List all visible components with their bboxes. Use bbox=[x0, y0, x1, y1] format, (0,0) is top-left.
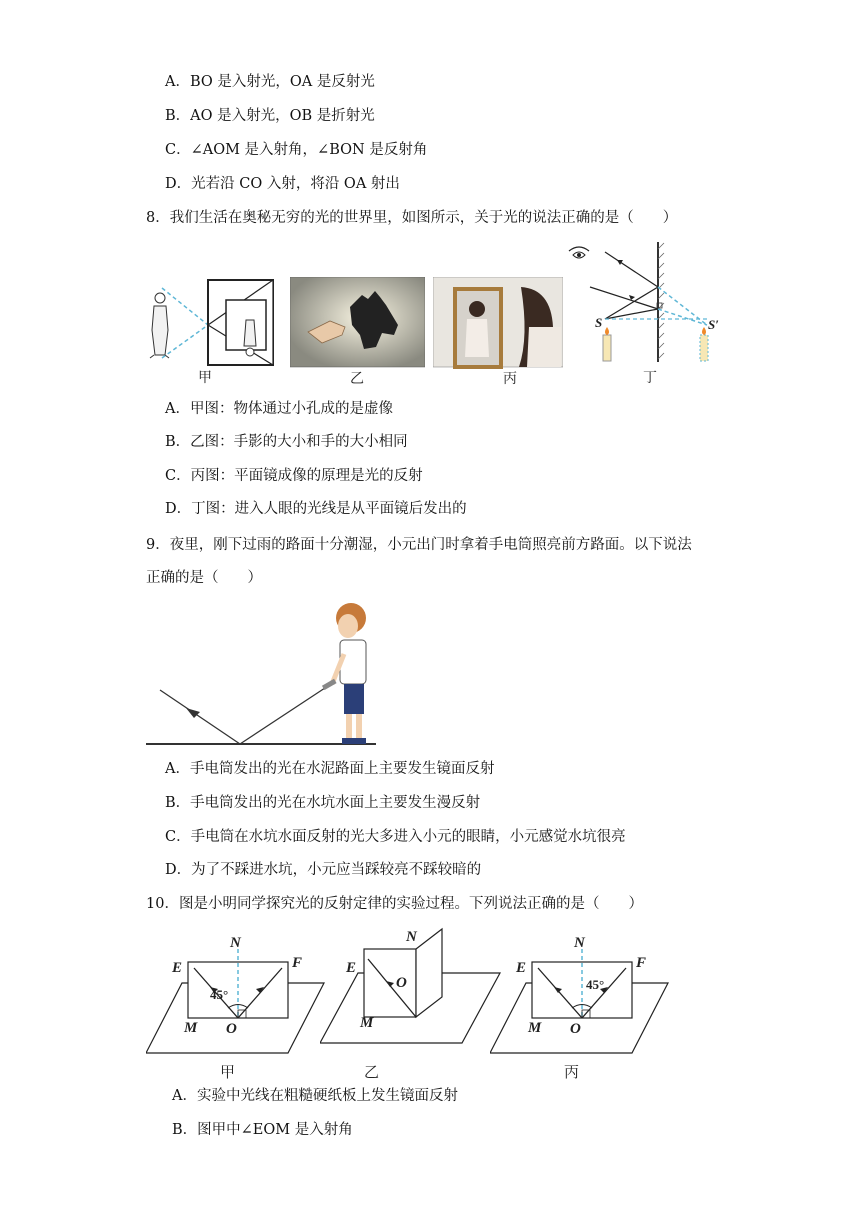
point-S-label: S bbox=[595, 315, 603, 330]
q9-option-b: B．手电筒发出的光在水坑水面上主要发生漫反射 bbox=[165, 795, 481, 811]
angle-label: 45° bbox=[586, 977, 605, 992]
q10-figure-bing bbox=[490, 935, 670, 1085]
q9-stem-line1: 9．夜里，刚下过雨的路面十分潮湿，小元出门时拿着手电筒照亮前方路面。以下说法 bbox=[146, 537, 692, 553]
q10-figure-yi bbox=[320, 925, 505, 1085]
q8-stem: 8．我们生活在奥秘无穷的光的世界里，如图所示，关于光的说法正确的是（ ） bbox=[146, 210, 678, 226]
point-E-label: E bbox=[346, 960, 357, 976]
fig-label-yi: 乙 bbox=[364, 1065, 380, 1081]
fig-label-jia: 甲 bbox=[198, 371, 212, 386]
point-O-label: O bbox=[226, 1021, 237, 1037]
angle-label: 45° bbox=[210, 987, 229, 1002]
q9-figure-boy-flashlight bbox=[146, 598, 386, 750]
q10-option-b: B．图甲中∠EOM 是入射角 bbox=[172, 1122, 353, 1138]
q8-figure-ding bbox=[565, 237, 725, 387]
q8-figure-jia bbox=[138, 270, 278, 390]
point-M-label: M bbox=[360, 1015, 374, 1031]
q9-option-a: A．手电筒发出的光在水泥路面上主要发生镜面反射 bbox=[165, 761, 495, 777]
q8-figure-bing bbox=[433, 277, 563, 392]
point-M-label: M bbox=[528, 1020, 542, 1036]
point-N-label: N bbox=[574, 935, 585, 951]
point-N-label: N bbox=[230, 935, 241, 951]
q10-figure-jia bbox=[146, 935, 326, 1085]
q7-option-a: A．BO 是入射光，OA 是反射光 bbox=[165, 74, 375, 90]
boy-figure bbox=[322, 603, 366, 744]
fig-label-jia: 甲 bbox=[220, 1065, 236, 1081]
point-O-label: O bbox=[570, 1021, 581, 1037]
eye-icon bbox=[569, 247, 589, 258]
q8-option-d: D．丁图：进入人眼的光线是从平面镜后发出的 bbox=[165, 501, 467, 517]
fig-label-bing: 丙 bbox=[503, 372, 517, 387]
q7-option-c: C．∠AOM 是入射角，∠BON 是反射角 bbox=[165, 142, 428, 158]
q7-option-d: D．光若沿 CO 入射，将沿 OA 射出 bbox=[165, 176, 400, 192]
point-N-label: N bbox=[406, 929, 417, 945]
q9-option-d: D．为了不踩进水坑，小元应当踩较亮不踩较暗的 bbox=[165, 862, 482, 878]
point-E-label: E bbox=[172, 960, 183, 976]
q8-option-c: C．丙图：平面镜成像的原理是光的反射 bbox=[165, 468, 423, 484]
q9-stem-line2: 正确的是（ ） bbox=[146, 570, 262, 586]
fig-label-bing: 丙 bbox=[564, 1065, 580, 1081]
point-M-label: M bbox=[184, 1020, 198, 1036]
q10-option-a: A．实验中光线在粗糙硬纸板上发生镜面反射 bbox=[172, 1088, 458, 1104]
q8-figure-yi bbox=[290, 277, 425, 392]
q8-option-a: A．甲图：物体通过小孔成的是虚像 bbox=[165, 401, 393, 417]
q8-option-b: B．乙图：手影的大小和手的大小相同 bbox=[165, 434, 408, 450]
person-figure bbox=[150, 293, 169, 358]
fig-label-ding: 丁 bbox=[643, 371, 657, 386]
fig-label-yi: 乙 bbox=[350, 372, 364, 387]
point-F-label: F bbox=[636, 955, 647, 971]
q10-stem: 10．图是小明同学探究光的反射定律的实验过程。下列说法正确的是（ ） bbox=[146, 896, 643, 912]
inverted-image bbox=[244, 320, 256, 356]
point-O-label: O bbox=[396, 975, 407, 991]
point-E-label: E bbox=[516, 960, 527, 976]
q7-option-b: B．AO 是入射光，OB 是折射光 bbox=[165, 108, 375, 124]
q9-option-c: C．手电筒在水坑水面反射的光大多进入小元的眼睛，小元感觉水坑很亮 bbox=[165, 829, 626, 845]
point-S-prime-label: S′ bbox=[708, 317, 719, 332]
point-F-label: F bbox=[292, 955, 303, 971]
